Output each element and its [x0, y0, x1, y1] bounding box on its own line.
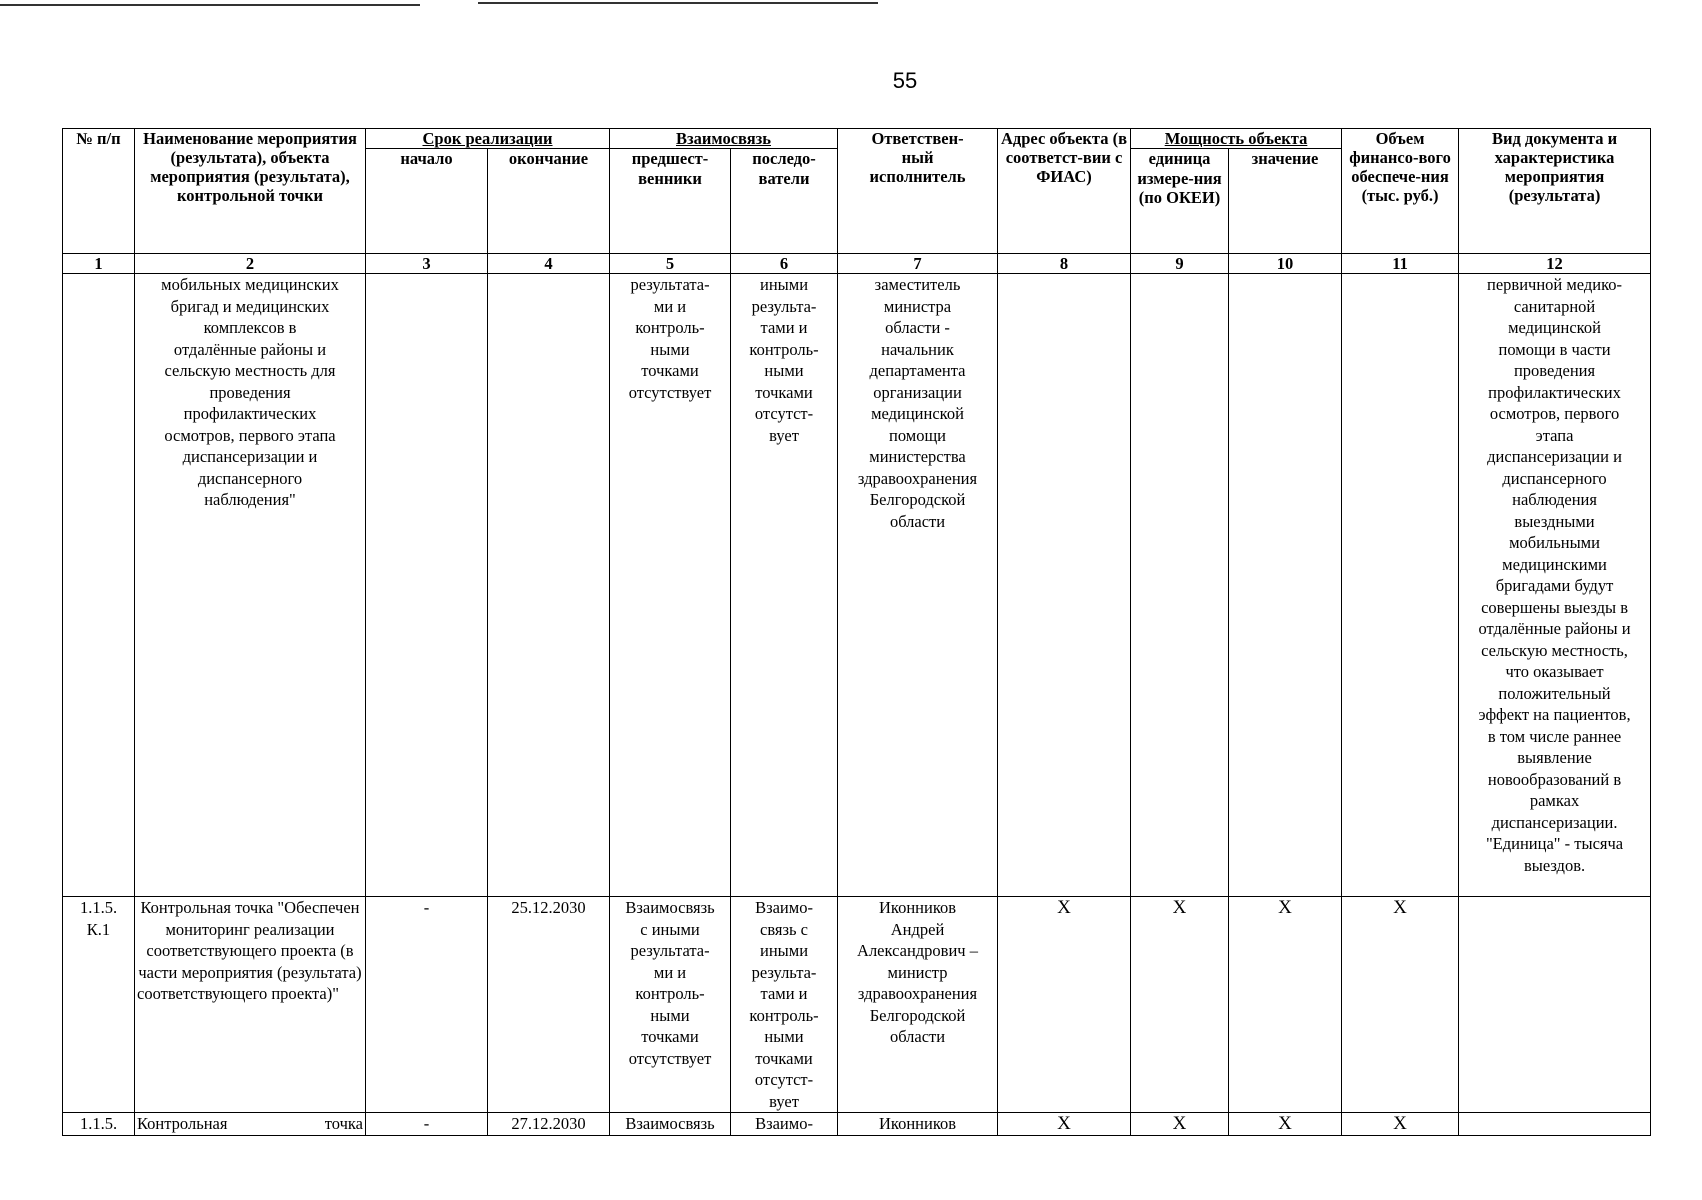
cell-start	[366, 274, 488, 897]
column-number: 5	[610, 254, 731, 274]
column-number: 7	[838, 254, 998, 274]
header-address: Адрес объекта (в соответст-вии с ФИАС)	[998, 129, 1131, 254]
cell-doc	[1459, 1113, 1651, 1136]
header-unit: единица измере-ния (по ОКЕИ)	[1131, 149, 1229, 254]
cell-followers: иными результа- тами и контроль- ными точками отсутст- вует	[731, 274, 838, 897]
cell-num: 1.1.5. К.1	[63, 897, 135, 1113]
cell-doc: первичной медико- санитарной медицинской помощи в части проведения профилактических осмотров, первого этапа диспансеризации и диспансерного наблюдения выездными мобильными медицинскими бригадами будут совершены выезды в отдалённые районы и сельскую местность, что оказывает положительный эффект на пациентов, в том числе раннее выявление новообразований в рамках диспансеризации. "Единица" - тысяча выездов.	[1459, 274, 1651, 897]
column-number: 11	[1342, 254, 1459, 274]
header-period: Срок реализации	[366, 129, 610, 149]
cell-executor: Иконников	[838, 1113, 998, 1136]
header-followers: последо- ватели	[731, 149, 838, 254]
cell-address	[998, 274, 1131, 897]
header-finance: Объем финансо-вого обеспече-ния (тыс. руб.)	[1342, 129, 1459, 254]
cell-value: Х	[1229, 897, 1342, 1113]
column-number: 2	[135, 254, 366, 274]
column-number: 6	[731, 254, 838, 274]
cell-unit	[1131, 274, 1229, 897]
page-number: 55	[892, 68, 918, 93]
cell-predecessors: Взаимосвязь	[610, 1113, 731, 1136]
plan-table	[62, 128, 1651, 1136]
header-predecessors: предшест- венники	[610, 149, 731, 254]
column-number: 10	[1229, 254, 1342, 274]
header-doc: Вид документа и характеристика мероприятия (результата)	[1459, 129, 1651, 254]
cell-start: -	[366, 897, 488, 1113]
scan-edge-line	[0, 4, 420, 6]
cell-address: Х	[998, 1113, 1131, 1136]
cell-end	[488, 274, 610, 897]
header-num: № п/п	[63, 129, 135, 254]
header-value: значение	[1229, 149, 1342, 254]
header-end: окончание	[488, 149, 610, 254]
header-start: начало	[366, 149, 488, 254]
cell-followers: Взаимо- связь с иными результа- тами и контроль- ными точками отсутст- вует	[731, 897, 838, 1113]
cell-unit: Х	[1131, 897, 1229, 1113]
cell-start: -	[366, 1113, 488, 1136]
cell-value: Х	[1229, 1113, 1342, 1136]
cell-value	[1229, 274, 1342, 897]
column-number-row	[63, 254, 1651, 274]
column-number: 9	[1131, 254, 1229, 274]
cell-name: Контрольная точка	[135, 1113, 366, 1136]
header-relation: Взаимосвязь	[610, 129, 838, 149]
column-number: 12	[1459, 254, 1651, 274]
column-number: 1	[63, 254, 135, 274]
cell-name: Контрольная точка "Обеспечен мониторинг реализации соответствующего проекта (в части мероприятия (результата) соответствующего проекта)"	[135, 897, 366, 1113]
cell-num: 1.1.5.	[63, 1113, 135, 1136]
table-row	[63, 897, 1651, 1113]
cell-finance: Х	[1342, 1113, 1459, 1136]
scan-edge-line	[478, 2, 878, 4]
header-executor: Ответствен- ный исполнитель	[838, 129, 998, 254]
cell-predecessors: Взаимосвязь с иными результата- ми и контроль- ными точками отсутствует	[610, 897, 731, 1113]
cell-end: 27.12.2030	[488, 1113, 610, 1136]
cell-name: мобильных медицинских бригад и медицинских комплексов в отдалённые районы и сельскую местность для проведения профилактических осмотров, первого этапа диспансеризации и диспансерного наблюдения"	[135, 274, 366, 897]
cell-unit: Х	[1131, 1113, 1229, 1136]
cell-predecessors: результата- ми и контроль- ными точками отсутствует	[610, 274, 731, 897]
column-number: 3	[366, 254, 488, 274]
column-number: 4	[488, 254, 610, 274]
cell-finance	[1342, 274, 1459, 897]
cell-followers: Взаимо-	[731, 1113, 838, 1136]
cell-executor: заместитель министра области - начальник департамента организации медицинской помощи министерства здравоохранения Белгородской области	[838, 274, 998, 897]
table-row	[63, 1113, 1651, 1136]
column-number: 8	[998, 254, 1131, 274]
header-name: Наименование мероприятия (результата), объекта мероприятия (результата), контрольной точки	[135, 129, 366, 254]
cell-end: 25.12.2030	[488, 897, 610, 1113]
header-capacity: Мощность объекта	[1131, 129, 1342, 149]
header-row	[63, 129, 1651, 149]
cell-executor: Иконников Андрей Александрович – министр здравоохранения Белгородской области	[838, 897, 998, 1113]
cell-doc	[1459, 897, 1651, 1113]
cell-address: Х	[998, 897, 1131, 1113]
cell-num	[63, 274, 135, 897]
cell-finance: Х	[1342, 897, 1459, 1113]
table-row	[63, 274, 1651, 897]
